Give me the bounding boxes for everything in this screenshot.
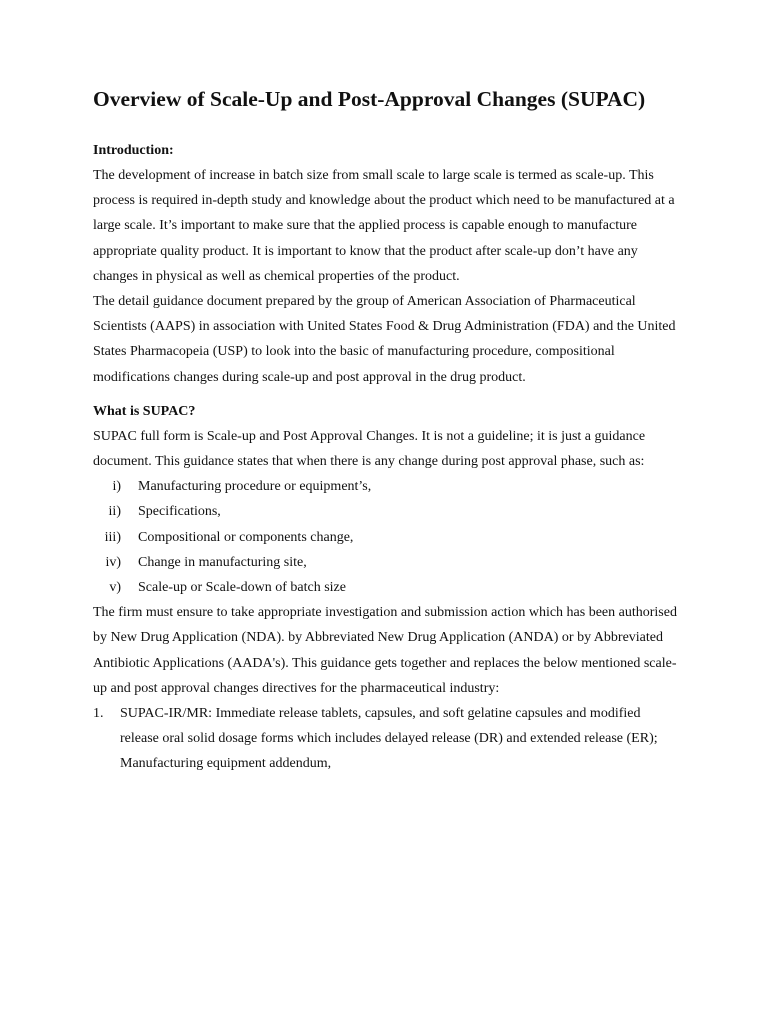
list-item	[93, 701, 678, 777]
list-item	[93, 474, 678, 499]
list-marker: iv)	[105, 554, 121, 570]
list-item-text: Specifications,	[138, 504, 221, 520]
list-item-text: Scale-up or Scale-down of batch size	[138, 580, 346, 596]
list-item	[93, 575, 678, 600]
introduction-heading: Introduction:	[93, 143, 174, 158]
list-item-text: Manufacturing procedure or equipment’s,	[138, 479, 372, 495]
list-marker: 1.	[93, 706, 104, 722]
list-marker: ii)	[108, 504, 121, 520]
list-item	[93, 550, 678, 575]
list-item-text: Compositional or components change,	[138, 529, 354, 545]
list-marker: iii)	[104, 529, 121, 545]
list-item	[93, 499, 678, 524]
post-approval-changes-list	[93, 474, 678, 600]
introduction-paragraph-2: The detail guidance document prepared by the group of American Association of Pharmaceutical Scientists (AAPS) in association with United States Food & Drug Administration (FDA) and the United States Pharmacopeia (USP) to look into the basic of manufacturing procedure, compositional modifications changes during scale-up and post approval in the drug product.	[93, 294, 676, 385]
document-page	[93, 86, 678, 777]
what-is-supac-followup: The firm must ensure to take appropriate investigation and submission action which has been authorised by New Drug Application (NDA). by Abbreviated New Drug Application (ANDA) or by Abbreviated Antibiotic Applications (AADA's). This guidance gets together and replaces the below mentioned scale-up and post approval changes directives for the pharmaceutical industry:	[93, 605, 677, 696]
supac-directives-list	[93, 701, 678, 777]
what-is-supac-section	[93, 399, 678, 777]
list-item	[93, 525, 678, 550]
list-item-text: Change in manufacturing site,	[138, 554, 307, 570]
what-is-supac-intro: SUPAC full form is Scale-up and Post Approval Changes. It is not a guideline; it is just a guidance document. This guidance states that when there is any change during post approval phase, such as:	[93, 428, 646, 470]
what-is-supac-heading: What is SUPAC?	[93, 403, 196, 419]
document-title: Overview of Scale-Up and Post-Approval Changes (SUPAC)	[93, 87, 646, 111]
list-item-text: SUPAC-IR/MR: Immediate release tablets, capsules, and soft gelatine capsules and modified release oral solid dosage forms which includes delayed release (DR) and extended release (ER); Manufacturing equipment addendum,	[120, 706, 658, 772]
introduction-paragraph-1: The development of increase in batch size from small scale to large scale is termed as scale-up. This process is required in-depth study and knowledge about the product which need to be manufactured at a large scale. It’s important to make sure that the applied process is capable enough to manufacture appropriate quality product. It is important to know that the product after scale-up don’t have any changes in physical as well as chemical properties of the product.	[93, 168, 675, 284]
list-marker: i)	[112, 479, 121, 495]
list-marker: v)	[109, 580, 121, 596]
introduction-section	[93, 138, 678, 390]
